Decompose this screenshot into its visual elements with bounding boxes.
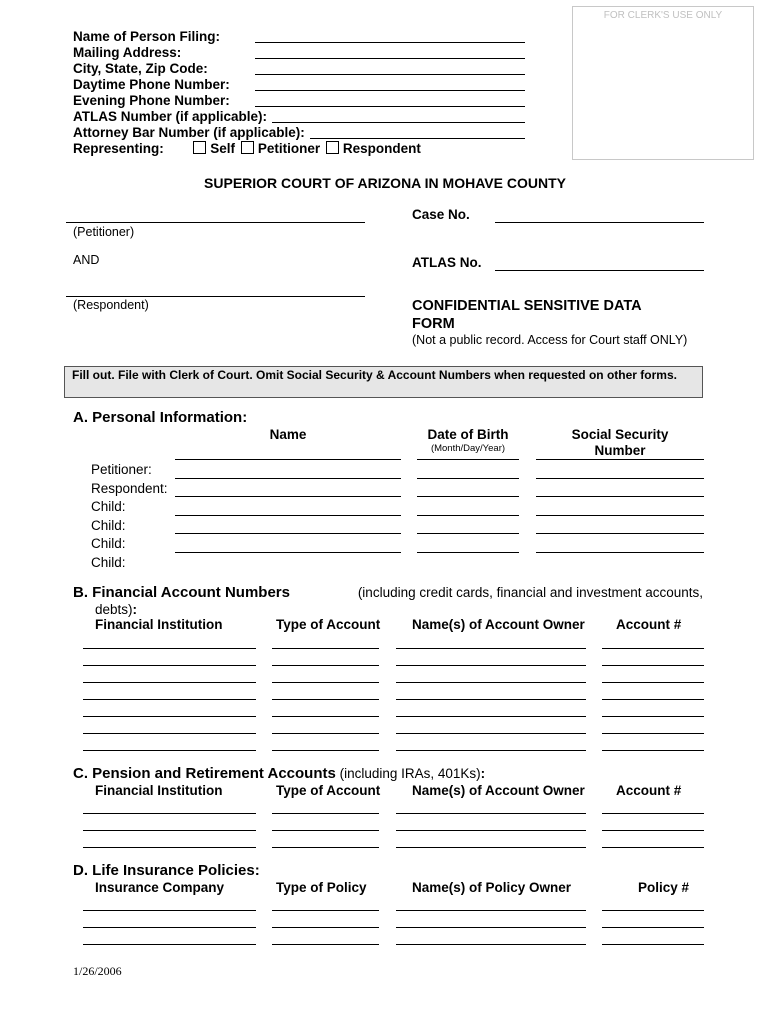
daytime-phone-input-line[interactable] <box>255 90 525 91</box>
account-input-line[interactable] <box>396 733 586 734</box>
account-input-line[interactable] <box>83 716 256 717</box>
account-input-line[interactable] <box>272 665 379 666</box>
bar-number-input-line[interactable] <box>310 138 525 139</box>
d-col-owner: Name(s) of Policy Owner <box>412 880 572 895</box>
account-input-line[interactable] <box>272 750 379 751</box>
pension-input-line[interactable] <box>602 830 704 831</box>
person-input-line[interactable] <box>536 496 704 497</box>
atlas-input-line[interactable] <box>272 122 525 123</box>
and-caption: AND <box>73 253 100 267</box>
c-col-type: Type of Account <box>276 783 381 798</box>
instructions-text: Fill out. File with Clerk of Court. Omit Social Security & Account Numbers when requested on other forms. <box>72 368 677 382</box>
d-col-type: Type of Policy <box>276 880 367 895</box>
person-input-line[interactable] <box>536 533 704 534</box>
col-ssn-line2: Number <box>594 443 646 458</box>
section-b-title: B. Financial Account Numbers <box>73 584 290 601</box>
policy-input-line[interactable] <box>83 927 256 928</box>
policy-input-line[interactable] <box>272 927 379 928</box>
section-d-title: D. Life Insurance Policies: <box>73 862 260 879</box>
footer-date: 1/26/2006 <box>73 964 122 978</box>
form-title-line2: FORM <box>412 316 455 332</box>
pension-input-line[interactable] <box>83 847 256 848</box>
form-title <box>412 297 642 333</box>
field-label-bar-number: Attorney Bar Number (if applicable): <box>73 125 305 140</box>
section-c-title: C. Pension and Retirement Accounts <box>73 765 336 782</box>
account-input-line[interactable] <box>272 648 379 649</box>
policy-input-line[interactable] <box>272 944 379 945</box>
account-input-line[interactable] <box>602 682 704 683</box>
row-label-child-2: Child: <box>91 517 126 533</box>
respondent-caption: (Respondent) <box>73 298 149 312</box>
clerk-use-box <box>572 6 754 160</box>
pension-input-line[interactable] <box>83 813 256 814</box>
account-input-line[interactable] <box>272 682 379 683</box>
row-label-child-3: Child: <box>91 536 126 551</box>
row-label-respondent: Respondent: <box>91 480 168 496</box>
c-col-owner: Name(s) of Account Owner <box>412 783 585 798</box>
person-input-line[interactable] <box>417 533 519 534</box>
account-input-line[interactable] <box>396 665 586 666</box>
court-title: SUPERIOR COURT OF ARIZONA IN MOHAVE COUNTY <box>204 175 566 191</box>
person-input-line[interactable] <box>417 496 519 497</box>
petitioner-label: Petitioner <box>257 141 321 156</box>
b-col-account: Account # <box>616 617 682 632</box>
form-note: (Not a public record. Access for Court staff ONLY) <box>412 333 688 347</box>
self-label: Self <box>210 141 236 156</box>
person-input-line[interactable] <box>536 552 704 553</box>
col-dob-header: Date of Birth <box>427 427 509 442</box>
c-col-institution: Financial Institution <box>95 783 223 798</box>
policy-input-line[interactable] <box>396 944 586 945</box>
form-title-line1: CONFIDENTIAL SENSITIVE DATA <box>412 298 642 314</box>
person-input-line[interactable] <box>175 496 401 497</box>
row-label-petitioner: Petitioner: <box>91 462 152 477</box>
instructions-box <box>64 366 703 398</box>
field-label-name: Name of Person Filing: <box>73 29 221 44</box>
policy-input-line[interactable] <box>83 944 256 945</box>
account-input-line[interactable] <box>396 716 586 717</box>
person-input-line[interactable] <box>536 459 704 460</box>
petitioner-checkbox[interactable] <box>241 141 254 154</box>
row-label-child-1: Child: <box>91 499 126 514</box>
account-input-line[interactable] <box>272 733 379 734</box>
person-input-line[interactable] <box>536 515 704 516</box>
address-input-line[interactable] <box>255 58 525 59</box>
representing-row <box>73 141 421 157</box>
pension-input-line[interactable] <box>396 830 586 831</box>
account-input-line[interactable] <box>602 716 704 717</box>
col-ssn-header <box>536 427 704 459</box>
account-input-line[interactable] <box>602 665 704 666</box>
atlas-no-label: ATLAS No. <box>412 255 482 270</box>
pension-input-line[interactable] <box>83 830 256 831</box>
evening-phone-input-line[interactable] <box>255 106 525 107</box>
account-input-line[interactable] <box>83 665 256 666</box>
person-input-line[interactable] <box>175 533 401 534</box>
person-input-line[interactable] <box>417 459 519 460</box>
account-input-line[interactable] <box>602 699 704 700</box>
case-no-label: Case No. <box>412 207 470 222</box>
person-input-line[interactable] <box>417 478 519 479</box>
case-no-input-line[interactable] <box>495 222 704 223</box>
section-b-heading <box>73 584 703 618</box>
person-input-line[interactable] <box>536 478 704 479</box>
clerk-use-label: FOR CLERK'S USE ONLY <box>603 10 723 21</box>
b-col-institution: Financial Institution <box>95 617 223 632</box>
col-ssn-line1: Social Security <box>571 427 669 442</box>
account-input-line[interactable] <box>272 716 379 717</box>
section-c-colon: : <box>480 766 486 781</box>
col-dob-subheader: (Month/Day/Year) <box>430 443 506 454</box>
field-label-evening-phone: Evening Phone Number: <box>73 93 230 108</box>
account-input-line[interactable] <box>83 750 256 751</box>
policy-input-line[interactable] <box>396 927 586 928</box>
account-input-line[interactable] <box>83 733 256 734</box>
field-label-daytime-phone: Daytime Phone Number: <box>73 77 230 92</box>
respondent-label: Respondent <box>342 141 421 156</box>
account-input-line[interactable] <box>83 648 256 649</box>
policy-input-line[interactable] <box>272 910 379 911</box>
account-input-line[interactable] <box>272 699 379 700</box>
petitioner-caption: (Petitioner) <box>73 225 135 239</box>
section-a-title: A. Personal Information: <box>73 409 248 426</box>
section-b-note: (including credit cards, financial and investment accounts, <box>357 585 703 600</box>
section-b-title-row <box>73 584 703 601</box>
city-input-line[interactable] <box>255 74 525 75</box>
person-input-line[interactable] <box>175 552 401 553</box>
self-checkbox[interactable] <box>193 141 206 154</box>
pension-input-line[interactable] <box>272 847 379 848</box>
policy-input-line[interactable] <box>83 910 256 911</box>
person-input-line[interactable] <box>175 459 401 460</box>
b-col-type: Type of Account <box>276 617 381 632</box>
account-input-line[interactable] <box>602 733 704 734</box>
account-input-line[interactable] <box>602 648 704 649</box>
respondent-checkbox[interactable] <box>326 141 339 154</box>
atlas-no-input-line[interactable] <box>495 270 704 271</box>
account-input-line[interactable] <box>396 648 586 649</box>
pension-input-line[interactable] <box>272 813 379 814</box>
policy-input-line[interactable] <box>602 910 704 911</box>
pension-input-line[interactable] <box>272 830 379 831</box>
field-label-city: City, State, Zip Code: <box>73 61 208 76</box>
person-input-line[interactable] <box>175 478 401 479</box>
b-col-owner: Name(s) of Account Owner <box>412 617 585 632</box>
section-b-note-cont: debts) <box>95 602 133 617</box>
pension-input-line[interactable] <box>396 847 586 848</box>
person-input-line[interactable] <box>175 515 401 516</box>
policy-input-line[interactable] <box>396 910 586 911</box>
person-input-line[interactable] <box>417 515 519 516</box>
pension-input-line[interactable] <box>602 813 704 814</box>
field-label-atlas: ATLAS Number (if applicable): <box>73 109 268 124</box>
field-label-address: Mailing Address: <box>73 45 182 60</box>
representing-label: Representing: <box>73 141 164 156</box>
account-input-line[interactable] <box>602 750 704 751</box>
person-row-labels <box>91 461 168 572</box>
row-label-child-4: Child: <box>91 554 126 570</box>
pension-input-line[interactable] <box>602 847 704 848</box>
policy-input-line[interactable] <box>602 927 704 928</box>
account-input-line[interactable] <box>396 750 586 751</box>
policy-input-line[interactable] <box>602 944 704 945</box>
section-b-colon: : <box>132 602 138 617</box>
d-col-policy: Policy # <box>638 880 690 895</box>
section-c-note: (including IRAs, 401Ks) <box>339 766 481 781</box>
c-col-account: Account # <box>616 783 682 798</box>
account-input-line[interactable] <box>83 699 256 700</box>
pension-input-line[interactable] <box>396 813 586 814</box>
account-input-line[interactable] <box>83 682 256 683</box>
account-input-line[interactable] <box>396 682 586 683</box>
name-input-line[interactable] <box>255 42 525 43</box>
col-name-header: Name <box>269 427 307 442</box>
account-input-line[interactable] <box>396 699 586 700</box>
section-b-title-cont-row <box>73 601 703 618</box>
d-col-company: Insurance Company <box>95 880 225 895</box>
petitioner-input-line[interactable] <box>66 222 365 223</box>
person-input-line[interactable] <box>417 552 519 553</box>
section-c-heading <box>73 765 485 782</box>
respondent-input-line[interactable] <box>66 296 365 297</box>
